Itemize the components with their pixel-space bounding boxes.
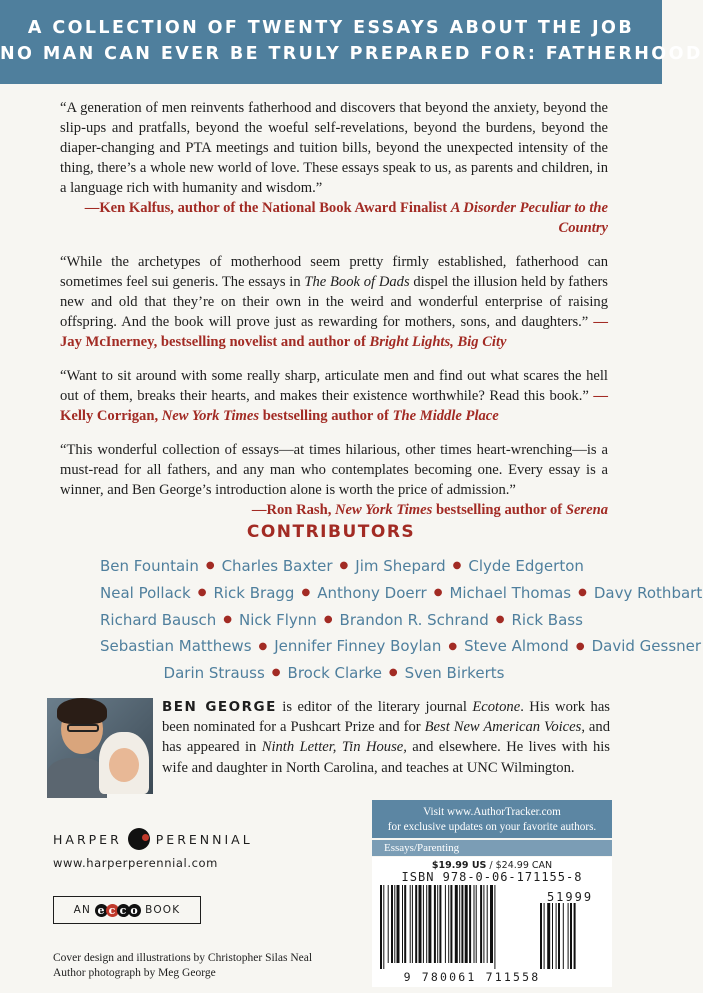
bullet-icon: ● (205, 560, 215, 572)
barcode-bar (419, 885, 422, 963)
addon-bar (552, 903, 553, 969)
barcode-bar (383, 885, 384, 969)
bullet-icon: ● (433, 587, 443, 598)
barcode-bar (410, 885, 411, 963)
barcode-bar (490, 885, 493, 963)
blurb-attribution: —Ken Kalfus, author of the National Book Award Finalist A Disorder Peculiar to the Country (84, 200, 608, 236)
barcode-bar (388, 885, 389, 963)
barcode-bar (404, 885, 406, 963)
contributors-row (100, 553, 584, 580)
contributors-list (100, 553, 703, 687)
banner-line-2: NO MAN CAN EVER BE TRULY PREPARED FOR: FATHERHOOD (0, 44, 703, 64)
barcode-bar (415, 885, 417, 963)
blurb-1 (60, 98, 608, 238)
authortracker-box: Visit www.AuthorTracker.com for exclusive updates on your favorite authors. (372, 800, 612, 838)
barcode-bar (412, 885, 413, 963)
author-bio: BEN GEORGE is editor of the literary journal Ecotone. His work has been nominated for a Pushcart Prize and for Best New American Voices, and has appeared in Ninth Letter, Tin House, and elsewhere. He lives with his wife and daughter in North Carolina, and teaches at UNC Wilmington. (162, 699, 611, 776)
barcode-bar (450, 885, 452, 963)
contributors-row (100, 580, 703, 607)
barcode-bar (459, 885, 460, 963)
addon-bar (544, 903, 545, 969)
barcode-bar (437, 885, 438, 963)
blurb-4: “This wonderful collection of essays—at times hilarious, other times heart-wrenching—is a must-read for all fathers, and any man who contemplates becoming one. Every essay is a winner, and Ben George’s introduction alone is worth the price of admission.” —Ron Rash, New York Times bestselling author of Serena (60, 442, 608, 518)
contributor-name: Steve Almond (464, 637, 569, 656)
addon-bar (563, 903, 564, 969)
contributor-name: David Gessner (591, 637, 702, 656)
harper-perennial-logo: HARPER PERENNIAL (53, 828, 253, 850)
barcode-bar (426, 885, 427, 963)
cover-credits: Cover design and illustrations by Christopher Silas Neal Author photograph by Meg George (53, 952, 313, 979)
bullet-icon: ● (258, 640, 268, 652)
blurb-attribution: —Ron Rash, New York Times bestselling author of Serena (251, 502, 608, 518)
addon-bar (570, 903, 572, 969)
contributor-name: Neal Pollack (100, 583, 191, 602)
barcode-bar (380, 885, 382, 969)
contributors-row (100, 633, 702, 660)
barcode-bar (465, 885, 468, 963)
contributor-name: Brandon R. Schrand (339, 610, 489, 629)
barcode-bar (428, 885, 431, 963)
contributor-name: Jennifer Finney Boylan (274, 637, 442, 656)
bullet-icon: ● (388, 667, 398, 679)
barcode-bar (445, 885, 446, 963)
bullet-icon: ● (452, 560, 462, 572)
ecco-mark-icon: e c c o (96, 904, 140, 917)
contributors-heading: CONTRIBUTORS (246, 522, 416, 542)
bullet-icon: ● (301, 587, 311, 598)
bullet-icon: ● (197, 587, 207, 598)
bullet-icon: ● (495, 613, 505, 625)
author-name: BEN GEORGE (162, 699, 277, 715)
contributor-name: Jim Shepard (355, 557, 446, 575)
blurb-2: “While the archetypes of motherhood seem pretty firmly established, fatherhood can sometimes feel sui generis. The essays in The Book of Dads dispel the illusion held by fathers new and old that they’re on their own in the weird and wonderful enterprise of raising offspring. And the book will prove just as rewarding for mothers, sons, and daughters.” —Jay McInerney, bestselling novelist and author of Bright Lights, Big City (60, 254, 608, 350)
barcode-bar (483, 885, 484, 963)
barcode-bar (397, 885, 400, 963)
barcode-bar (423, 885, 424, 963)
blurb-text: “A generation of men reinvents fatherhood and discovers that beyond the anxiety, beyond the slip-ups and pratfalls, beyond the woeful self-revelations, beyond the burdens, beyond the diaper-changing and PTA meetings and tuition bills, beyond the unexpected intensity of the thing, there’s a whole new world of love. These essays speak to us, as parents and children, in a language rich with humanity and wisdom.” (60, 100, 608, 196)
barcode-bar (455, 885, 458, 963)
barcode-bar (474, 885, 475, 963)
barcode-bar (461, 885, 463, 963)
barcode-bar (391, 885, 393, 963)
contributor-name: Sebastian Matthews (100, 637, 252, 656)
barcode-bar (494, 885, 495, 969)
contributor-name: Darin Strauss (163, 664, 265, 682)
blurb-3: “Want to sit around with some really sharp, articulate men and find out what scares the hell out of them, breaks their hearts, and makes their existence worthwhile? Read this book.” —Kelly Corrigan, New York Times bestselling author of The Middle Place (60, 368, 608, 424)
contributor-name: Sven Birkerts (404, 664, 505, 682)
category-label: Essays/Parenting (372, 840, 612, 856)
contributor-name: Anthony Doerr (317, 583, 427, 602)
barcode-bar (394, 885, 395, 963)
contributors-row (100, 607, 583, 634)
book-title: The Book of Dads (304, 274, 410, 290)
addon-bar (547, 903, 550, 969)
barcode-area (372, 857, 612, 987)
bullet-icon: ● (339, 560, 349, 572)
price: $19.99 US / $24.99 CAN (431, 860, 553, 871)
addon-bar (558, 903, 560, 969)
contributor-name: Rick Bragg (213, 583, 295, 602)
ecco-book-logo: AN e c c o BOOK (53, 896, 201, 924)
ean-digits: 9 780061 711558 (403, 970, 541, 984)
barcode-bar (434, 885, 436, 963)
contributors-row (100, 660, 568, 687)
blurbs (60, 98, 608, 534)
barcode-bar (402, 885, 403, 963)
barcode-bar (480, 885, 482, 963)
bullet-icon: ● (223, 613, 233, 625)
logo-dot-icon (128, 828, 150, 850)
blurb-attribution: —Kelly Corrigan, (60, 388, 608, 424)
bullet-icon: ● (575, 640, 585, 652)
contributor-name: Ben Fountain (100, 557, 199, 575)
barcode-bar (487, 885, 488, 963)
blurb-attribution: —Jay McInerney, bestselling novelist and author of (60, 314, 608, 350)
bullet-icon: ● (323, 613, 333, 625)
author-photo (47, 698, 153, 794)
addon-bar (568, 903, 569, 969)
addon-bar (574, 903, 576, 969)
banner-line-1: A COLLECTION OF TWENTY ESSAYS ABOUT THE JOB (27, 18, 635, 38)
barcode-bar (469, 885, 471, 963)
contributor-name: Rick Bass (511, 610, 583, 629)
barcode-bar (439, 885, 441, 963)
barcode-bar (476, 885, 477, 963)
addon-bar (540, 903, 542, 969)
top-banner (0, 0, 703, 84)
contributor-name: Brock Clarke (287, 664, 382, 682)
barcode-bar (448, 885, 449, 963)
addon-bar (556, 903, 557, 969)
publisher-url: www.harperperennial.com (53, 856, 218, 870)
contributor-name: Charles Baxter (221, 557, 333, 575)
isbn-text: ISBN 978-0-06-171155-8 (401, 870, 583, 884)
contributor-name: Michael Thomas (449, 583, 572, 602)
contributor-name: Richard Bausch (100, 610, 217, 629)
contributor-name: Clyde Edgerton (468, 557, 584, 575)
bullet-icon: ● (448, 640, 458, 652)
bullet-icon: ● (578, 587, 587, 598)
contributor-name: Davy Rothbart (593, 583, 703, 602)
addon-digits: 51999 (546, 890, 594, 904)
contributor-name: Nick Flynn (239, 610, 317, 629)
bullet-icon: ● (271, 667, 281, 679)
